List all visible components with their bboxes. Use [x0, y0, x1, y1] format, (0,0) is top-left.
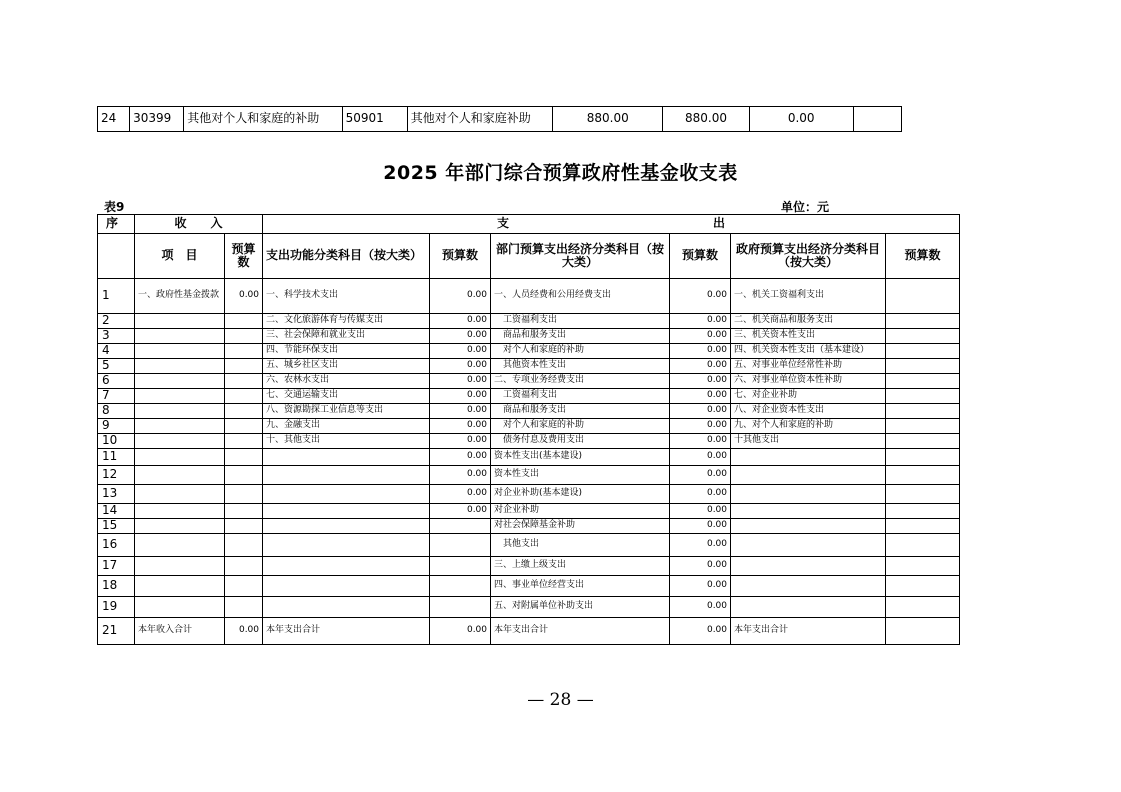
- cell-income-budget: [225, 374, 263, 389]
- cell-func-class: 十、其他支出: [263, 434, 430, 449]
- table-row: [98, 504, 960, 519]
- table-row: [98, 618, 960, 645]
- cell-gov-econ: 三、机关资本性支出: [731, 329, 886, 344]
- cell-budget-3: [886, 434, 960, 449]
- cell-budget-3: [886, 576, 960, 597]
- cell-dept-econ: 工资福利支出: [491, 314, 670, 329]
- cell-gov-econ: [731, 504, 886, 519]
- header-budget-3: 预算数: [886, 234, 960, 279]
- cell-budget-2: 0.00: [670, 466, 731, 485]
- cell-budget-1: [430, 534, 491, 557]
- table-row: [98, 557, 960, 576]
- table-row: [98, 314, 960, 329]
- cell-income-budget: [225, 419, 263, 434]
- cell-dept-econ: 五、对附属单位补助支出: [491, 597, 670, 618]
- cell-income-item: [135, 504, 225, 519]
- table-row: [98, 359, 960, 374]
- cell-func-class: [263, 534, 430, 557]
- cell-budget-1: [430, 519, 491, 534]
- cell-func-name: 其他对个人和家庭的补助: [184, 107, 342, 132]
- cell-budget-3: [886, 314, 960, 329]
- cell-func-class: 本年支出合计: [263, 618, 430, 645]
- cell-gov-econ: 九、对个人和家庭的补助: [731, 419, 886, 434]
- cell-func-class: 二、文化旅游体育与传媒支出: [263, 314, 430, 329]
- header-row-1: [98, 215, 960, 234]
- cell-func-class: 四、节能环保支出: [263, 344, 430, 359]
- cell-func-class: [263, 576, 430, 597]
- cell-budget-1: 0.00: [430, 434, 491, 449]
- header-dept-econ: 部门预算支出经济分类科目（按大类）: [491, 234, 670, 279]
- cell-gov-econ: [731, 597, 886, 618]
- header-budget-1: 预算数: [430, 234, 491, 279]
- cell-func-class: [263, 466, 430, 485]
- cell-budget-3: [886, 329, 960, 344]
- cell-budget-2: 0.00: [670, 449, 731, 466]
- page-title: 2025 年部门综合预算政府性基金收支表: [383, 162, 738, 184]
- cell-budget-3: [886, 534, 960, 557]
- cell-gov-econ: 七、对企业补助: [731, 389, 886, 404]
- cell-budget-2: 0.00: [670, 279, 731, 314]
- header-seq: 序: [98, 215, 135, 234]
- cell-budget-3: [886, 519, 960, 534]
- cell-func-class: [263, 597, 430, 618]
- cell-dept-econ: 对个人和家庭的补助: [491, 344, 670, 359]
- cell-budget-3: [886, 466, 960, 485]
- cell-income-item: 本年收入合计: [135, 618, 225, 645]
- cell-dept-econ: 二、专项业务经费支出: [491, 374, 670, 389]
- cell-blank: [853, 107, 901, 132]
- cell-income-budget: [225, 534, 263, 557]
- cell-income-budget: 0.00: [225, 279, 263, 314]
- cell-budget-2: 0.00: [670, 419, 731, 434]
- cell-seq: 7: [98, 389, 135, 404]
- cell-seq: 18: [98, 576, 135, 597]
- cell-seq: 5: [98, 359, 135, 374]
- previous-table-remnant: [97, 106, 902, 132]
- cell-income-budget: [225, 344, 263, 359]
- table-row: [98, 279, 960, 314]
- table-row: [98, 534, 960, 557]
- header-budget-2: 预算数: [670, 234, 731, 279]
- cell-income-item: [135, 466, 225, 485]
- table-row: [98, 419, 960, 434]
- cell-income-budget: [225, 434, 263, 449]
- cell-dept-econ: 工资福利支出: [491, 389, 670, 404]
- cell-dept-econ: 资本性支出: [491, 466, 670, 485]
- cell-income-item: [135, 534, 225, 557]
- cell-seq: 19: [98, 597, 135, 618]
- cell-income-item: [135, 314, 225, 329]
- cell-dept-econ: 对企业补助(基本建设): [491, 485, 670, 504]
- cell-budget-1: [430, 576, 491, 597]
- cell-func-class: [263, 504, 430, 519]
- cell-seq: 15: [98, 519, 135, 534]
- table-row: [98, 485, 960, 504]
- header-func-class: 支出功能分类科目（按大类）: [263, 234, 430, 279]
- cell-dept-econ: 一、人员经费和公用经费支出: [491, 279, 670, 314]
- table-row: [98, 597, 960, 618]
- table-row: [98, 449, 960, 466]
- cell-dept-econ: 资本性支出(基本建设): [491, 449, 670, 466]
- cell-budget-1: 0.00: [430, 449, 491, 466]
- table-row: [98, 519, 960, 534]
- cell-dept-econ: 债务付息及费用支出: [491, 434, 670, 449]
- cell-gov-econ: 四、机关资本性支出（基本建设）: [731, 344, 886, 359]
- cell-gov-econ: [731, 466, 886, 485]
- cell-income-item: [135, 404, 225, 419]
- cell-budget-2: 0.00: [670, 534, 731, 557]
- cell-econ-code: 50901: [342, 107, 407, 132]
- cell-budget-2: 0.00: [670, 374, 731, 389]
- cell-dept-econ: 商品和服务支出: [491, 329, 670, 344]
- table-row: [98, 107, 902, 132]
- cell-budget-1: 0.00: [430, 314, 491, 329]
- cell-budget-3: [886, 279, 960, 314]
- cell-budget-1: 0.00: [430, 504, 491, 519]
- cell-func-class: [263, 557, 430, 576]
- cell-dept-econ: 四、事业单位经营支出: [491, 576, 670, 597]
- cell-gov-econ: 十其他支出: [731, 434, 886, 449]
- cell-econ-name: 其他对个人和家庭补助: [407, 107, 552, 132]
- header-gov-econ: 政府预算支出经济分类科目（按大类）: [731, 234, 886, 279]
- cell-func-class: 五、城乡社区支出: [263, 359, 430, 374]
- cell-budget-1: 0.00: [430, 389, 491, 404]
- cell-budget-3: [886, 557, 960, 576]
- cell-budget-2: 0.00: [670, 519, 731, 534]
- cell-budget-2: 0.00: [670, 504, 731, 519]
- cell-budget-2: 0.00: [670, 485, 731, 504]
- cell-income-item: 一、政府性基金拨款: [135, 279, 225, 314]
- cell-budget-1: 0.00: [430, 374, 491, 389]
- cell-income-item: [135, 344, 225, 359]
- cell-income-item: [135, 374, 225, 389]
- cell-income-item: [135, 449, 225, 466]
- cell-income-budget: [225, 485, 263, 504]
- cell-income-item: [135, 576, 225, 597]
- header-seq-blank: [98, 234, 135, 279]
- cell-budget-1: 0.00: [430, 329, 491, 344]
- cell-total: 880.00: [553, 107, 663, 132]
- cell-budget-3: [886, 359, 960, 374]
- cell-budget-1: [430, 597, 491, 618]
- cell-gov-econ: [731, 449, 886, 466]
- cell-gov-econ: [731, 576, 886, 597]
- header-income: 收 入: [135, 215, 263, 234]
- cell-seq: 6: [98, 374, 135, 389]
- cell-income-budget: [225, 466, 263, 485]
- cell-dept-econ: 其他支出: [491, 534, 670, 557]
- cell-income-item: [135, 389, 225, 404]
- table-row: [98, 389, 960, 404]
- cell-income-budget: [225, 576, 263, 597]
- cell-income-item: [135, 419, 225, 434]
- cell-budget-2: 0.00: [670, 329, 731, 344]
- cell-budget-3: [886, 504, 960, 519]
- cell-func-class: 八、资源勘探工业信息等支出: [263, 404, 430, 419]
- cell-seq: 9: [98, 419, 135, 434]
- cell-income-item: [135, 485, 225, 504]
- cell-budget-3: [886, 374, 960, 389]
- cell-budget-2: 0.00: [670, 389, 731, 404]
- page-number: — 28 —: [527, 690, 594, 710]
- table-row: [98, 404, 960, 419]
- cell-seq: 2: [98, 314, 135, 329]
- cell-budget-2: 0.00: [670, 618, 731, 645]
- cell-seq: 4: [98, 344, 135, 359]
- cell-seq: 1: [98, 279, 135, 314]
- cell-seq: 10: [98, 434, 135, 449]
- cell-budget-2: 0.00: [670, 576, 731, 597]
- table-row: [98, 374, 960, 389]
- cell-dept-econ: 三、上缴上级支出: [491, 557, 670, 576]
- cell-income-item: [135, 359, 225, 374]
- cell-seq: 24: [98, 107, 130, 132]
- cell-income-budget: [225, 504, 263, 519]
- cell-budget-1: 0.00: [430, 485, 491, 504]
- cell-func-class: [263, 449, 430, 466]
- cell-budget-1: 0.00: [430, 404, 491, 419]
- header-item: 项 目: [135, 234, 225, 279]
- table-row: [98, 344, 960, 359]
- cell-seq: 8: [98, 404, 135, 419]
- header-expense: 支 出: [263, 215, 960, 234]
- cell-func-class: 七、交通运输支出: [263, 389, 430, 404]
- cell-gov-econ: [731, 534, 886, 557]
- cell-seq: 14: [98, 504, 135, 519]
- cell-func-class: [263, 485, 430, 504]
- unit-label: 单位：元: [781, 200, 830, 214]
- cell-seq: 13: [98, 485, 135, 504]
- header-row-2: [98, 234, 960, 279]
- cell-budget-2: 0.00: [670, 359, 731, 374]
- table-row: [98, 329, 960, 344]
- cell-budget-2: 0.00: [670, 597, 731, 618]
- cell-income-item: [135, 434, 225, 449]
- cell-income-budget: 0.00: [225, 618, 263, 645]
- cell-budget-2: 0.00: [670, 344, 731, 359]
- cell-dept-econ: 商品和服务支出: [491, 404, 670, 419]
- cell-income-budget: [225, 329, 263, 344]
- cell-gov-econ: 一、机关工资福利支出: [731, 279, 886, 314]
- cell-seq: 16: [98, 534, 135, 557]
- cell-income-item: [135, 329, 225, 344]
- cell-income-item: [135, 597, 225, 618]
- cell-income-budget: [225, 597, 263, 618]
- cell-budget-1: 0.00: [430, 344, 491, 359]
- cell-dept-econ: 其他资本性支出: [491, 359, 670, 374]
- cell-seq: 3: [98, 329, 135, 344]
- cell-budget-1: 0.00: [430, 466, 491, 485]
- cell-func-class: 九、金融支出: [263, 419, 430, 434]
- cell-gov-econ: [731, 485, 886, 504]
- cell-basic: 880.00: [663, 107, 749, 132]
- cell-dept-econ: 对个人和家庭的补助: [491, 419, 670, 434]
- table-row: [98, 576, 960, 597]
- cell-budget-3: [886, 485, 960, 504]
- fund-budget-table: [97, 214, 960, 645]
- cell-budget-1: 0.00: [430, 279, 491, 314]
- cell-gov-econ: 八、对企业资本性支出: [731, 404, 886, 419]
- cell-income-budget: [225, 557, 263, 576]
- header-budget-income: 预算数: [225, 234, 263, 279]
- cell-income-budget: [225, 404, 263, 419]
- cell-budget-3: [886, 597, 960, 618]
- cell-gov-econ: [731, 557, 886, 576]
- cell-gov-econ: 六、对事业单位资本性补助: [731, 374, 886, 389]
- cell-income-budget: [225, 314, 263, 329]
- cell-budget-3: [886, 449, 960, 466]
- table-number: 表9: [104, 200, 125, 214]
- cell-budget-2: 0.00: [670, 404, 731, 419]
- cell-func-class: 一、科学技术支出: [263, 279, 430, 314]
- cell-gov-econ: 二、机关商品和服务支出: [731, 314, 886, 329]
- cell-seq: 17: [98, 557, 135, 576]
- cell-func-class: [263, 519, 430, 534]
- cell-budget-2: 0.00: [670, 557, 731, 576]
- cell-budget-3: [886, 419, 960, 434]
- cell-income-budget: [225, 519, 263, 534]
- cell-income-budget: [225, 449, 263, 466]
- cell-budget-1: 0.00: [430, 419, 491, 434]
- cell-budget-3: [886, 404, 960, 419]
- cell-budget-3: [886, 618, 960, 645]
- cell-func-class: 六、农林水支出: [263, 374, 430, 389]
- cell-dept-econ: 对社会保障基金补助: [491, 519, 670, 534]
- table-row: [98, 466, 960, 485]
- cell-income-budget: [225, 359, 263, 374]
- cell-gov-econ: [731, 519, 886, 534]
- table-row: [98, 434, 960, 449]
- cell-gov-econ: 五、对事业单位经常性补助: [731, 359, 886, 374]
- cell-seq: 21: [98, 618, 135, 645]
- cell-gov-econ: 本年支出合计: [731, 618, 886, 645]
- cell-func-class: 三、社会保障和就业支出: [263, 329, 430, 344]
- cell-func-code: 30399: [130, 107, 184, 132]
- cell-budget-3: [886, 389, 960, 404]
- cell-budget-3: [886, 344, 960, 359]
- cell-seq: 12: [98, 466, 135, 485]
- cell-income-budget: [225, 389, 263, 404]
- cell-income-item: [135, 519, 225, 534]
- cell-dept-econ: 本年支出合计: [491, 618, 670, 645]
- cell-project: 0.00: [749, 107, 853, 132]
- cell-dept-econ: 对企业补助: [491, 504, 670, 519]
- cell-budget-1: [430, 557, 491, 576]
- cell-income-item: [135, 557, 225, 576]
- cell-budget-1: 0.00: [430, 618, 491, 645]
- cell-budget-1: 0.00: [430, 359, 491, 374]
- cell-budget-2: 0.00: [670, 434, 731, 449]
- cell-seq: 11: [98, 449, 135, 466]
- cell-budget-2: 0.00: [670, 314, 731, 329]
